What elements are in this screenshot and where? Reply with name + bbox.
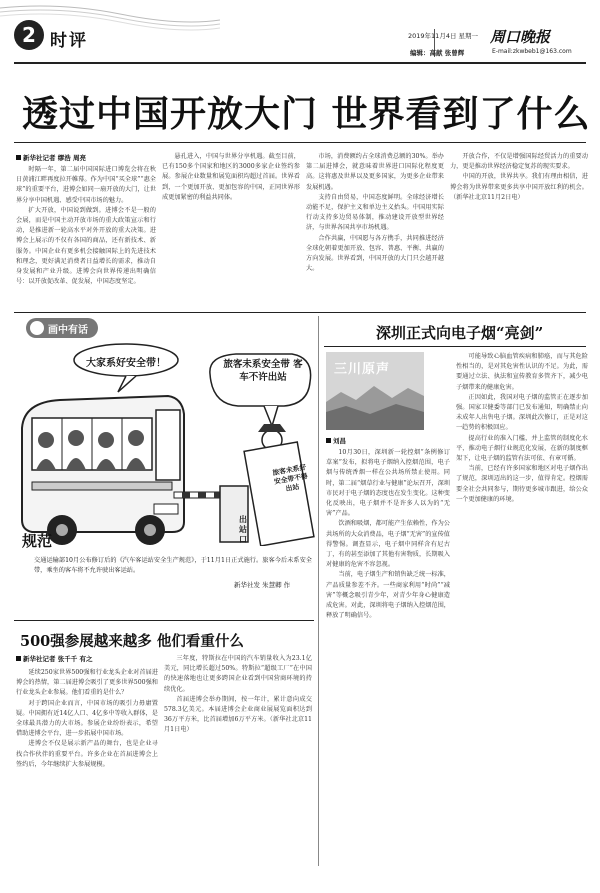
article2-paragraph: 可能导致心脑血管疾病和肺癌，而与其危险性相当的，是对其危害性认识的不足。为此，需要通过立法、执法和宣传教育多管齐下，减少电子烟带来的健康危害。 <box>456 353 588 391</box>
speech-bubble-2: 旅客未系安全带 客车不许出站 <box>223 359 303 383</box>
article3-paragraph: 首届进博会举办期间，按一年计，累计意向成交578.3亿美元。本届进博会企业商业展展览面积达到36万平方米，比首届增加6万平方米。（新华社北京11月1日电） <box>164 695 312 734</box>
article1-headline: 透过中国开放大门 世界看到了什么 <box>22 93 591 135</box>
article2-col2 <box>456 352 588 866</box>
section-name: 时评 <box>50 31 88 51</box>
article2-headline: 深圳正式向电子烟“亮剑” <box>376 324 544 342</box>
column-logo-name: 三川原声 <box>334 362 391 377</box>
article1-bottom-rule <box>14 312 586 313</box>
gate-sign: 出站口 <box>239 514 247 544</box>
cartoon-credit: 新华社发 朱慧卿 作 <box>234 581 291 589</box>
article2-paragraph: 提高行业的准入门槛，并上监管的制度化水平，推动电子烟行业规范化发展，在新的制度框架下，让电子烟的监管有法可依、有章可循。 <box>456 434 588 463</box>
article1-paragraph: 开放合作，不仅是增强国际经贸活力的重要动力，更是推动世界经济稳定复苏的现实要求。 <box>450 153 588 171</box>
article3-col1 <box>16 668 158 864</box>
article1-paragraph: 支持自由贸易，中国态度鲜明。全球经济增长动能不足，保护主义和单边主义抬头。中国用实际行动支持多边贸易体制，推动建设开放型世界经济，与世界各国共享市场机遇。 <box>306 193 444 232</box>
masthead <box>0 0 600 70</box>
article2-paragraph: 饮酒和吸烟，都可能产生依赖性，作为公共场所的大众消费品，电子烟“无害”的宣传值得警惕。调查显示，电子烟中同样含有尼古丁，有的甚至添加了其他有害物质，长期吸入对健康的危害不容忽视。 <box>326 520 450 569</box>
article3-byline: 新华社记者 张千千 有之 <box>16 654 93 663</box>
article2-paragraph: 当前，已经有许多国家和地区对电子烟作出了规范，深圳迈出的这一步，值得肯定。控烟需要全社会共同参与，期待更多城市跟进，给公众一个更加健康的环境。 <box>456 465 588 503</box>
article2-paragraph: 10月30日，深圳新一轮控烟“条例修订草案”发布，拟将电子烟纳入控烟范围，电子烟与传统香烟一样在公共场所禁止使用。同时，第二届“烟草行业与健康”论坛召开，深圳市民对于电子烟的态度也在发生变化。这种变化反映出，电子烟并不是许多人以为的“无害”产品。 <box>326 449 450 518</box>
issue-date: 2019年11月4日 星期一 <box>408 32 479 40</box>
article2-paragraph: 当前，电子烟生产和销售缺乏统一标准，产品质量参差不齐。一些商家利用“时尚”“减害”等概念吸引青少年，对青少年身心健康造成危害。对此，深圳将电子烟纳入控烟范围，释放了明确信号。 <box>326 571 450 620</box>
article1-rule <box>14 142 586 143</box>
article2-byline: 刘昌 <box>326 436 346 445</box>
column-divider <box>318 316 319 866</box>
speech-bubble-1: 大家系好安全带！ <box>86 358 166 369</box>
article1-col4 <box>450 152 588 282</box>
cartoon-caption: 交通运输部10月公布修订后的《汽车客运站安全生产规范》，于11月1日正式施行。旅客今后未系安全带，乘坐的客车将不允许驶出客运站。 <box>34 557 312 575</box>
editor-credit: 编辑：高献 张曾辉 <box>410 49 465 57</box>
contact-email: E-mail:zkwbeb1@163.com <box>492 48 572 55</box>
article1-paragraph: 市场，消费额约占全球消费总额的30%。举办第二届进博会，就意味着世界进口国际化程度更高。这将惠及世界以及更多国家，为更多企业带来发展机遇。 <box>306 153 444 191</box>
cartoon-tag-label: 画中有话 <box>48 325 88 336</box>
article2-rule <box>324 346 586 347</box>
article2-paragraph: 正因如此，我国对电子烟的监管正在逐步加强。国家卫健委等部门已发布通知，明确禁止向未成年人出售电子烟。深圳此次修订，正是对这一趋势的积极回应。 <box>456 393 588 432</box>
article3-paragraph: 对于跨国企业而言，中国市场的吸引力毋庸置疑。中国拥有近14亿人口、4亿多中等收入群体，是全球最具潜力的大市场。参展企业纷纷表示，希望借助进博会平台，进一步拓展中国市场。 <box>16 699 158 738</box>
officer-sign: 旅客未系好安全带不得出站 <box>271 463 309 493</box>
article1-paragraph: 扩大开放，中国说到做到。进博会不是一般的会展，而是中国主动开放市场的重大政策宣示和行动，是推进新一轮高水平对外开放的重大决策。进博会上展示的不仅有各国的商品，还有新技术、新服务。中国企业有更多机会接触国际上的先进技术和理念，更好满足消费者日益增长的需求，推动自身发展和产业升级。进博会向世界传递出明确信号：以开放促改革、促发展，中国态度坚定。 <box>16 206 156 286</box>
article1-col1 <box>16 165 156 310</box>
article1-col3 <box>306 152 444 310</box>
article3-paragraph: 三年度，特斯拉在中国的汽车销量收入为23.1亿美元，同比增长超过50%。特斯拉“超级工厂”在中国的快速落地也让更多跨国企业看到中国营商环境的持续优化。 <box>164 655 312 693</box>
article3-top-rule <box>14 620 314 621</box>
page-number: 2 <box>22 23 36 47</box>
article1-paragraph: 中国的开放，世界共享。我们有理由相信，进博会将为世界带来更多共享中国开放红利的机会。（新华社北京11月2日电） <box>450 173 588 201</box>
article3-paragraph: 延续250家世界500强和行业龙头企业对首届进博会的热情，第二届进博会吸引了更多世界500强和行业龙头企业参展。他们看重的是什么？ <box>16 669 158 697</box>
paper-name: 周口晚报 <box>490 28 551 46</box>
article1-paragraph: 合作共赢，中国愿与各方携手，共同推进经济全球化朝着更加开放、包容、普惠、平衡、共赢的方向发展。世界看到，中国开放的大门只会越开越大。 <box>306 234 444 273</box>
cartoon-title: 规范 <box>22 532 53 550</box>
article3-paragraph: 进博会不仅是展示新产品的舞台，也是企业寻找合作伙伴的重要平台。许多企业在首届进博会上签约后，今年继续扩大参展规模。 <box>16 740 158 768</box>
article1-paragraph: 悬孔进入，中国与世界分享机遇。截至目前，已有150多个国家和地区的3000多家企业签约参展。参展企业数量和展览面积均超过首届。世界看到，一个更加开放、更加包容的中国，正同世界形成更加紧密的利益共同体。 <box>162 153 300 201</box>
article3-col2 <box>164 654 312 864</box>
masthead-rule <box>14 62 586 64</box>
article1-paragraph: 时隔一年，第二届中国国际进口博览会将在秋日黄浦江畔再度拉开帷幕。作为中国“买全球”“惠全球”的重要平台，进博会如同一扇开放的大门，让世界分享中国机遇、感受中国市场的魅力。 <box>16 166 156 204</box>
cartoon-block <box>14 316 316 616</box>
article1-col2 <box>162 152 300 310</box>
article1-byline: 新华社记者 缪浩 周亮 <box>16 153 86 162</box>
article2-col1 <box>326 448 450 866</box>
article3-headline: 500强参展越来越多 他们看重什么 <box>20 633 244 650</box>
cartoon-tag <box>26 318 98 338</box>
cartoon-tag-circle <box>30 321 44 335</box>
column-logo <box>326 352 424 430</box>
